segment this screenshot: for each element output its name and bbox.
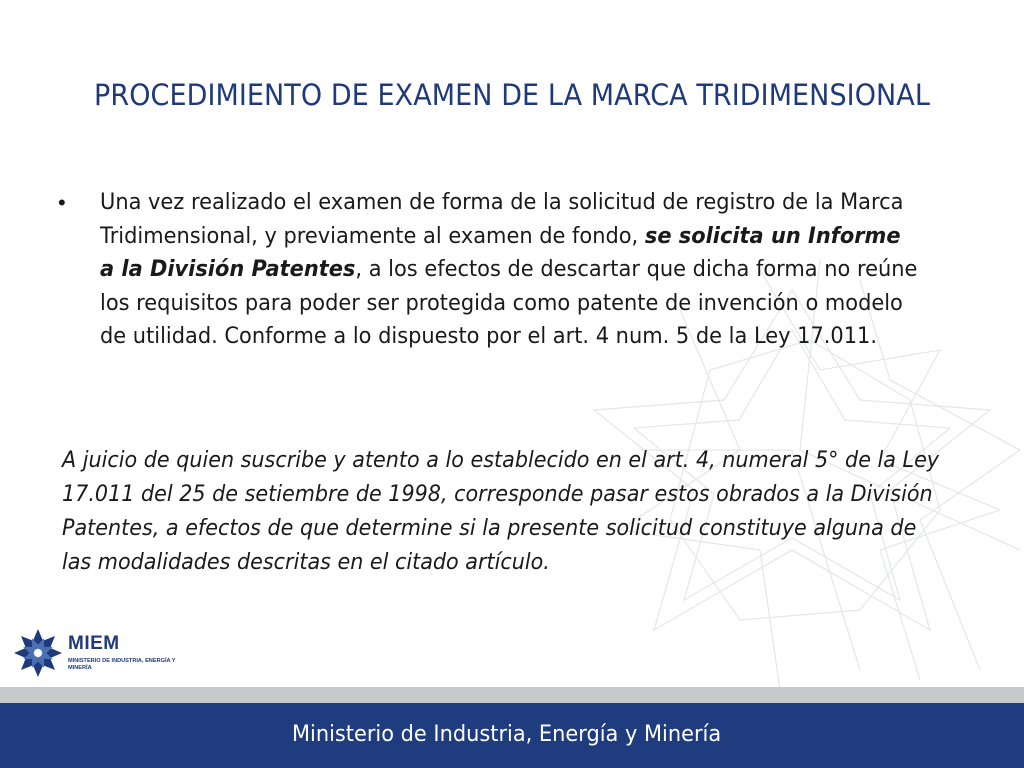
slide-title: PROCEDIMIENTO DE EXAMEN DE LA MARCA TRIDIMENSIONAL bbox=[94, 78, 930, 112]
bullet-marker: • bbox=[58, 190, 66, 215]
footer-divider bbox=[0, 687, 1024, 703]
italic-paragraph: A juicio de quien suscribe y atento a lo establecido en el art. 4, numeral 5° de la Ley 17.011 del 25 de setiembre de 1998, corresponde pasar estos obrados a la División Patentes, a efectos de que determine si la presente solicitud constituye alguna de las modalidades descritas en el citado artículo. bbox=[62, 447, 940, 575]
logo-subtitle: MINISTERIO DE INDUSTRIA, ENERGÍA Y MINERÍA bbox=[68, 658, 176, 671]
star-flower-icon bbox=[12, 627, 64, 679]
miem-logo bbox=[12, 627, 192, 679]
bullet-text-start: Una vez realizado el examen de forma de la solicitud de registro de la Marca Tridimensional, y previamente al examen de fondo, bbox=[100, 189, 904, 249]
footer-bar bbox=[0, 703, 1024, 768]
bullet-emphasis: se solicita un Informe a la División Patentes bbox=[100, 222, 901, 282]
logo-name: MIEM bbox=[68, 633, 120, 654]
bullet-text bbox=[100, 186, 918, 354]
bullet-text-end: , a los efectos de descartar que dicha forma no reúne los requisitos para poder ser protegida como patente de invención o modelo de utilidad. Conforme a lo dispuesto por el art. 4 num. 5 de la Ley 17.011. bbox=[100, 256, 918, 349]
footer-text: Ministerio de Industria, Energía y Minería bbox=[292, 722, 722, 747]
